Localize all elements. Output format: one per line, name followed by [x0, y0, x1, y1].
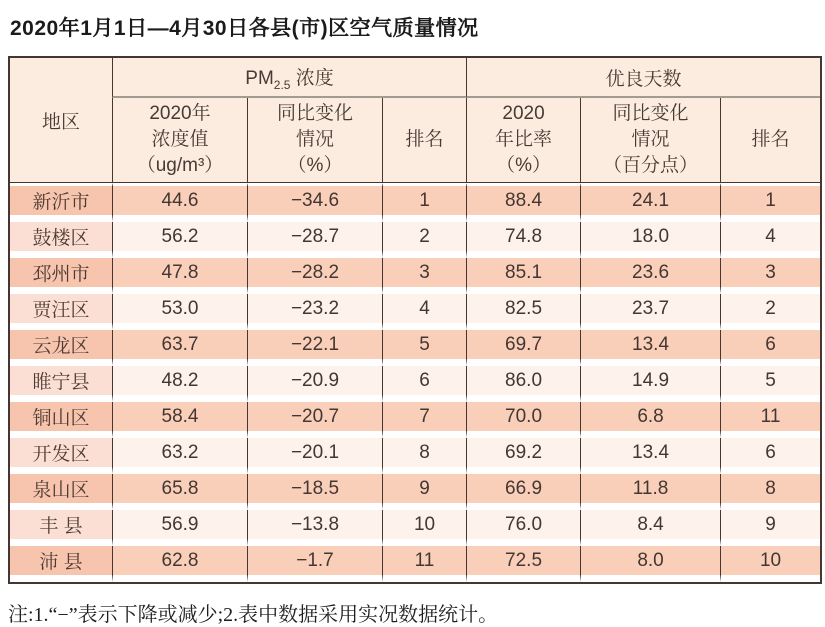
pm-rank-cell: 7 — [382, 402, 466, 438]
gd-rank-cell: 6 — [720, 438, 820, 474]
region-cell: 开发区 — [10, 438, 112, 474]
gd-rank-cell: 5 — [720, 366, 820, 402]
table-header — [10, 58, 820, 183]
table-row — [10, 510, 820, 546]
pm-rank-cell: 8 — [382, 438, 466, 474]
table-body — [10, 183, 820, 582]
header-good-days-group: 优良天数 — [466, 58, 820, 98]
gd-change-cell: 24.1 — [580, 183, 720, 222]
pm-change-cell: −28.7 — [247, 222, 382, 258]
gd-rate-cell: 82.5 — [466, 294, 580, 330]
pm-change-cell: −20.9 — [247, 366, 382, 402]
table-row — [10, 330, 820, 366]
table-row — [10, 402, 820, 438]
gd-rank-cell: 6 — [720, 330, 820, 366]
pm-value-cell: 58.4 — [112, 402, 247, 438]
header-pm-change: 同比变化 情况 （%） — [247, 98, 382, 183]
region-cell: 铜山区 — [10, 402, 112, 438]
header-gd-change: 同比变化 情况 （百分点） — [580, 98, 720, 183]
header-pm-rank: 排名 — [382, 98, 466, 183]
gd-rate-cell: 85.1 — [466, 258, 580, 294]
gd-change-cell: 8.0 — [580, 546, 720, 582]
pm-change-cell: −20.7 — [247, 402, 382, 438]
pm-rank-cell: 2 — [382, 222, 466, 258]
region-cell: 泉山区 — [10, 474, 112, 510]
gd-change-cell: 23.6 — [580, 258, 720, 294]
pm-change-cell: −23.2 — [247, 294, 382, 330]
pm-rank-cell: 10 — [382, 510, 466, 546]
pm-rank-cell: 5 — [382, 330, 466, 366]
page-title: 2020年1月1日—4月30日各县(市)区空气质量情况 — [10, 17, 479, 40]
pm-label-suffix: 浓度 — [290, 67, 334, 89]
pm-value-cell: 63.7 — [112, 330, 247, 366]
gd-rate-cell: 70.0 — [466, 402, 580, 438]
gd-change-cell: 8.4 — [580, 510, 720, 546]
pm-value-cell: 53.0 — [112, 294, 247, 330]
region-cell: 沛 县 — [10, 546, 112, 582]
pm-label-prefix: PM — [245, 67, 274, 89]
gd-change-cell: 23.7 — [580, 294, 720, 330]
pm-value-cell: 47.8 — [112, 258, 247, 294]
gd-rank-cell: 11 — [720, 402, 820, 438]
gd-change-cell: 6.8 — [580, 402, 720, 438]
pm-rank-cell: 4 — [382, 294, 466, 330]
pm-value-cell: 62.8 — [112, 546, 247, 582]
gd-rank-cell: 4 — [720, 222, 820, 258]
table-row — [10, 366, 820, 402]
pm-change-cell: −22.1 — [247, 330, 382, 366]
gd-change-cell: 13.4 — [580, 330, 720, 366]
gd-rate-cell: 76.0 — [466, 510, 580, 546]
header-gd-rank: 排名 — [720, 98, 820, 183]
table-row — [10, 258, 820, 294]
gd-rank-cell: 9 — [720, 510, 820, 546]
pm-change-cell: −1.7 — [247, 546, 382, 582]
table-row — [10, 183, 820, 222]
gd-rank-cell: 2 — [720, 294, 820, 330]
gd-rank-cell: 3 — [720, 258, 820, 294]
header-pm-group — [112, 58, 466, 98]
pm-change-cell: −28.2 — [247, 258, 382, 294]
header-region: 地区 — [10, 58, 112, 183]
gd-rate-cell: 86.0 — [466, 366, 580, 402]
pm-value-cell: 56.9 — [112, 510, 247, 546]
pm-rank-cell: 3 — [382, 258, 466, 294]
air-quality-table — [8, 56, 822, 584]
table-row — [10, 474, 820, 510]
pm-value-cell: 65.8 — [112, 474, 247, 510]
table-row — [10, 294, 820, 330]
region-cell: 鼓楼区 — [10, 222, 112, 258]
pm-value-cell: 44.6 — [112, 183, 247, 222]
gd-rank-cell: 1 — [720, 183, 820, 222]
footnote: 注:1.“−”表示下降或减少;2.表中数据采用实况数据统计。 — [8, 604, 499, 626]
pm-change-cell: −18.5 — [247, 474, 382, 510]
gd-change-cell: 13.4 — [580, 438, 720, 474]
region-cell: 邳州市 — [10, 258, 112, 294]
pm-rank-cell: 1 — [382, 183, 466, 222]
region-cell: 贾汪区 — [10, 294, 112, 330]
gd-rank-cell: 10 — [720, 546, 820, 582]
pm-value-cell: 48.2 — [112, 366, 247, 402]
pm-rank-cell: 6 — [382, 366, 466, 402]
pm-label-subscript: 2.5 — [273, 77, 291, 92]
region-cell: 睢宁县 — [10, 366, 112, 402]
table-row — [10, 438, 820, 474]
pm-change-cell: −20.1 — [247, 438, 382, 474]
region-cell: 新沂市 — [10, 183, 112, 222]
table-row — [10, 222, 820, 258]
gd-change-cell: 14.9 — [580, 366, 720, 402]
table-row — [10, 546, 820, 582]
pm-change-cell: −13.8 — [247, 510, 382, 546]
region-cell: 丰 县 — [10, 510, 112, 546]
header-gd-rate: 2020 年比率 （%） — [466, 98, 580, 183]
gd-rate-cell: 66.9 — [466, 474, 580, 510]
gd-rate-cell: 69.2 — [466, 438, 580, 474]
gd-rate-cell: 72.5 — [466, 546, 580, 582]
region-cell: 云龙区 — [10, 330, 112, 366]
gd-rate-cell: 74.8 — [466, 222, 580, 258]
gd-rank-cell: 8 — [720, 474, 820, 510]
gd-rate-cell: 69.7 — [466, 330, 580, 366]
pm-value-cell: 63.2 — [112, 438, 247, 474]
pm-rank-cell: 9 — [382, 474, 466, 510]
gd-change-cell: 11.8 — [580, 474, 720, 510]
header-pm-value: 2020年 浓度值 （ug/m³） — [112, 98, 247, 183]
pm-rank-cell: 11 — [382, 546, 466, 582]
gd-rate-cell: 88.4 — [466, 183, 580, 222]
gd-change-cell: 18.0 — [580, 222, 720, 258]
pm-change-cell: −34.6 — [247, 183, 382, 222]
pm-value-cell: 56.2 — [112, 222, 247, 258]
